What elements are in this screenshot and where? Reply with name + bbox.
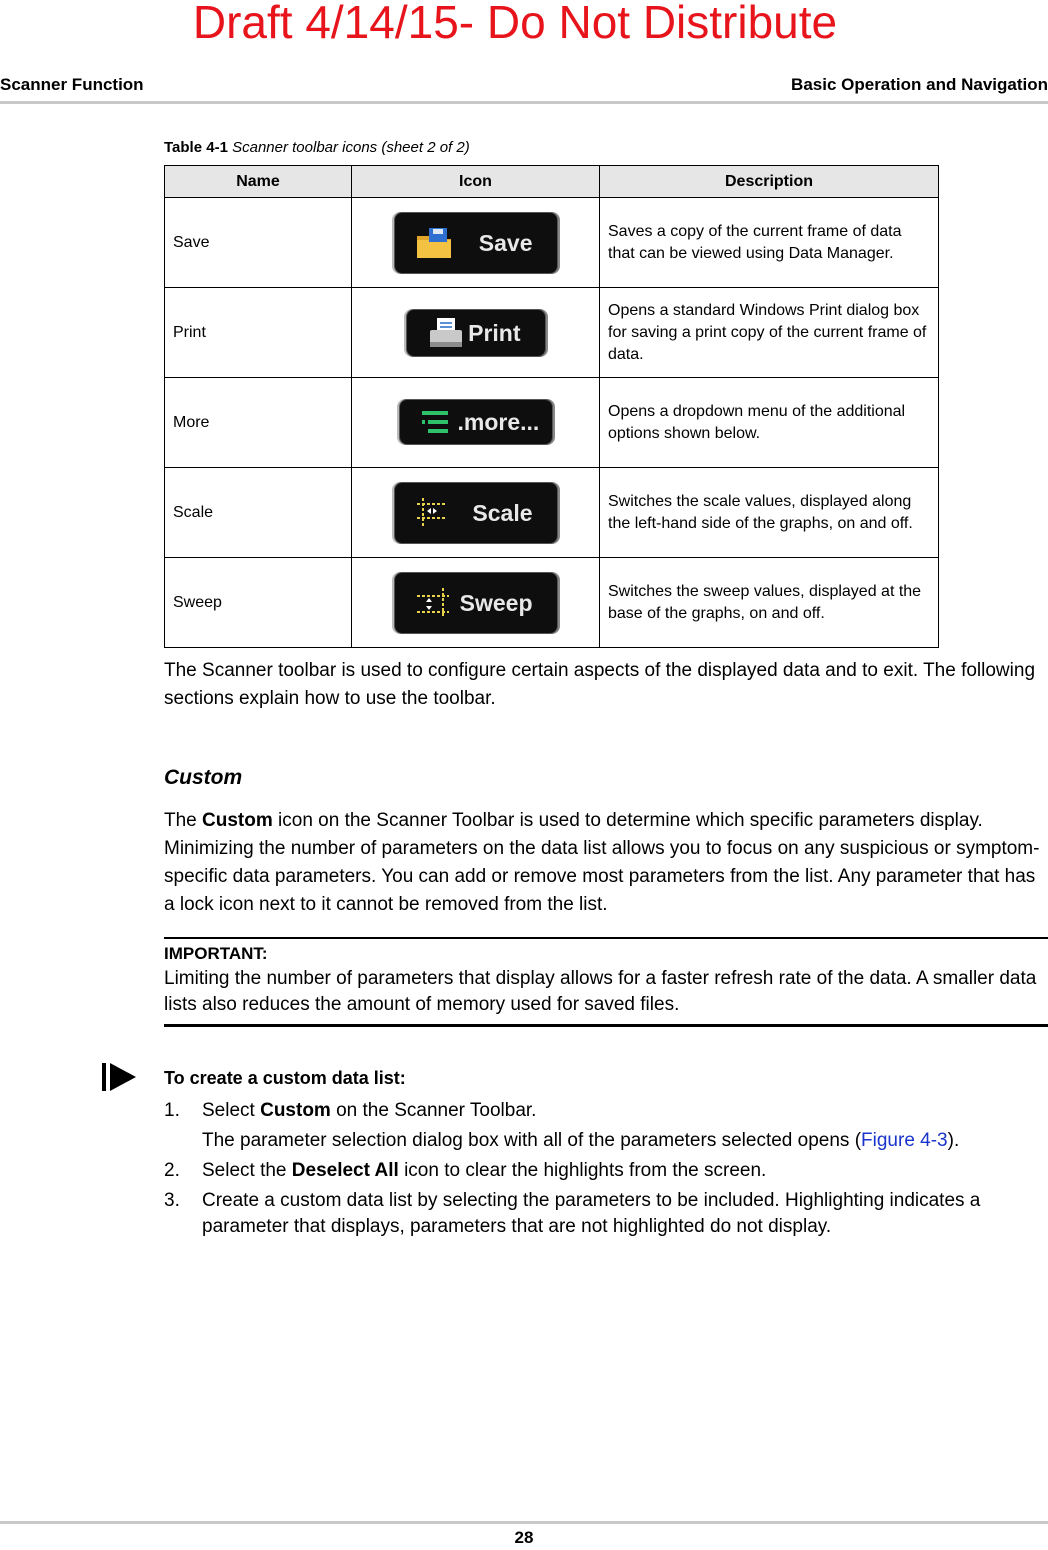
save-button[interactable] xyxy=(394,212,558,274)
table-row xyxy=(165,198,939,288)
step-rest: ). xyxy=(947,1130,960,1151)
custom-paragraph-rest: icon on the Scanner Toolbar is used to determine which specific parameters display. Minimizing the number of parameters on the data list allows you to focus on any suspicious or symptom-specific data parameters. You can add or remove most parameters from the list. Any parameter that has a lock icon next to it cannot be removed from the list. xyxy=(164,810,1040,915)
column-header-name: Name xyxy=(165,166,352,198)
figure-link[interactable]: Figure 4-3 xyxy=(861,1130,948,1151)
important-divider-bottom xyxy=(164,1024,1048,1027)
row-icon-cell xyxy=(352,378,600,468)
toolbar-icons-table xyxy=(164,165,939,648)
custom-paragraph-prefix: The xyxy=(164,810,203,831)
sweep-button-label: Sweep xyxy=(459,589,533,616)
table-header-row xyxy=(165,166,939,198)
table-row xyxy=(165,558,939,648)
table-caption-title: Scanner toolbar icons (sheet 2 of 2) xyxy=(232,139,470,156)
table-row xyxy=(165,468,939,558)
important-title: IMPORTANT: xyxy=(164,944,268,963)
sweep-icon xyxy=(415,586,453,620)
table-caption-label: Table 4-1 xyxy=(164,139,228,156)
scale-icon xyxy=(415,496,453,530)
print-icon xyxy=(427,316,465,350)
header-section: Basic Operation and Navigation xyxy=(791,75,1048,94)
step-number: 2. xyxy=(164,1160,180,1181)
column-header-icon: Icon xyxy=(352,166,600,198)
important-divider-top xyxy=(164,937,1048,939)
row-icon-cell xyxy=(352,288,600,378)
row-description-more: Opens a dropdown menu of the additional options shown below. xyxy=(600,378,939,468)
step-text: Create a custom data list by selecting the parameters to be included. Highlighting indicates a parameter that displays, parameters that are not highlighted do not display. xyxy=(202,1190,981,1237)
column-header-description: Description xyxy=(600,166,939,198)
row-description-print: Opens a standard Windows Print dialog box for saving a print copy of the current frame of data. xyxy=(600,288,939,378)
footer-divider xyxy=(0,1521,1048,1524)
row-icon-cell xyxy=(352,198,600,288)
important-text: Limiting the number of parameters that display allows for a faster refresh rate of the data. A smaller data lists also reduces the amount of memory used for saved files. xyxy=(164,968,1037,1015)
step-number: 1. xyxy=(164,1100,180,1121)
step-text xyxy=(202,1158,1048,1184)
print-button[interactable] xyxy=(406,309,546,357)
row-name-print: Print xyxy=(165,288,352,378)
row-icon-cell xyxy=(352,468,600,558)
print-button-label: Print xyxy=(468,319,521,346)
row-name-sweep: Sweep xyxy=(165,558,352,648)
save-button-label: Save xyxy=(478,229,533,256)
step-text xyxy=(202,1098,1048,1124)
more-icon xyxy=(420,405,458,439)
row-description-sweep: Switches the sweep values, displayed at the base of the graphs, on and off. xyxy=(600,558,939,648)
custom-paragraph-bold: Custom xyxy=(202,810,273,831)
step-number: 3. xyxy=(164,1190,180,1211)
header-chapter: Scanner Function xyxy=(0,75,144,94)
step-prefix: The parameter selection dialog box with all of the parameters selected opens ( xyxy=(202,1130,862,1151)
row-description-save: Saves a copy of the current frame of data that can be viewed using Data Manager. xyxy=(600,198,939,288)
row-name-more: More xyxy=(165,378,352,468)
step-result-text xyxy=(202,1128,1048,1154)
step-rest: icon to clear the highlights from the screen. xyxy=(398,1160,767,1181)
step-rest: on the Scanner Toolbar. xyxy=(330,1100,537,1121)
table-row xyxy=(165,378,939,468)
scale-button-label: Scale xyxy=(472,499,533,526)
step-bold: Custom xyxy=(260,1100,331,1121)
intro-paragraph: The Scanner toolbar is used to configure certain aspects of the displayed data and to exit. The following sections explain how to use the toolbar. xyxy=(164,660,1036,709)
sweep-button[interactable] xyxy=(394,572,558,634)
page-number: 28 xyxy=(514,1528,534,1547)
row-name-scale: Scale xyxy=(165,468,352,558)
step-prefix: Select xyxy=(202,1100,261,1121)
table-row xyxy=(165,288,939,378)
custom-paragraph xyxy=(164,807,1044,919)
more-button[interactable] xyxy=(399,399,553,445)
scale-button[interactable] xyxy=(394,482,558,544)
procedure-title: To create a custom data list: xyxy=(164,1068,406,1088)
draft-watermark: Draft 4/14/15- Do Not Distribute xyxy=(192,0,838,48)
save-icon xyxy=(415,226,453,260)
row-description-scale: Switches the scale values, displayed along the left-hand side of the graphs, on and off. xyxy=(600,468,939,558)
more-button-label: .more... xyxy=(457,409,540,435)
step-bold: Deselect All xyxy=(291,1160,399,1181)
table-caption xyxy=(164,138,470,158)
row-name-save: Save xyxy=(165,198,352,288)
header-divider xyxy=(0,101,1048,104)
procedure-arrow-icon xyxy=(100,1061,140,1093)
step-prefix: Select the xyxy=(202,1160,292,1181)
section-heading-custom: Custom xyxy=(164,766,243,789)
row-icon-cell xyxy=(352,558,600,648)
